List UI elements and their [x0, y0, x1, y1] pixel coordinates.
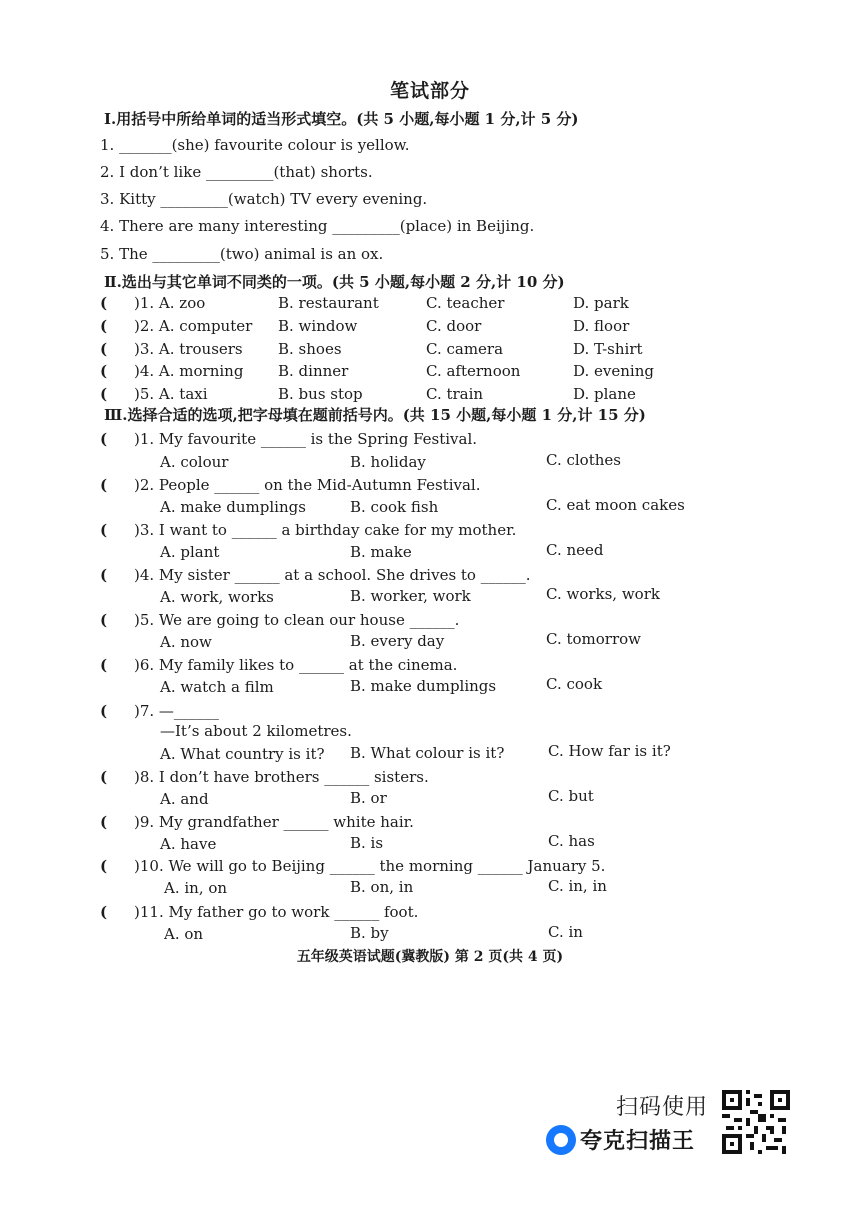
s3-q11-option-a: A. on: [164, 925, 204, 943]
s3-q9-stem: )9. My grandfather ______ white hair.: [134, 813, 414, 831]
answer-bracket: (: [100, 656, 108, 674]
answer-bracket: (: [100, 813, 108, 831]
s3-q5-option-a: A. now: [160, 633, 212, 651]
s3-q8-option-c: C. but: [548, 787, 594, 805]
s2-q2-option-a: )2. A. computer: [134, 317, 253, 335]
s3-q6-option-a: A. watch a film: [160, 678, 274, 696]
s2-q5-option-b: B. bus stop: [278, 385, 363, 403]
s2-q4-option-b: B. dinner: [278, 362, 349, 380]
answer-bracket: (: [100, 362, 108, 380]
page-footer: 五年级英语试题(冀教版) 第 2 页(共 4 页): [296, 949, 564, 965]
s3-q3-option-b: B. make: [350, 543, 412, 561]
s3-q11-option-c: C. in: [548, 923, 583, 941]
s2-q3-option-c: C. camera: [426, 340, 504, 358]
answer-bracket: (: [100, 566, 108, 584]
s2-q5-option-d: D. plane: [573, 385, 636, 403]
s2-q3-option-d: D. T-shirt: [573, 340, 643, 358]
s3-q4-stem: )4. My sister ______ at a school. She drives to ______.: [134, 566, 531, 584]
s3-q1-option-c: C. clothes: [546, 451, 621, 469]
answer-bracket: (: [100, 430, 108, 448]
s3-q7-response: —It’s about 2 kilometres.: [160, 722, 352, 740]
section-2-heading: Ⅱ.选出与其它单词不同类的一项。(共 5 小题,每小题 2 分,计 10 分): [104, 273, 565, 291]
s3-q10-stem: )10. We will go to Beijing ______ the morning ______ January 5.: [134, 857, 606, 875]
answer-bracket: (: [100, 521, 108, 539]
s2-q1-option-d: D. park: [573, 294, 629, 312]
section-3-heading: Ⅲ.选择合适的选项,把字母填在题前括号内。(共 15 小题,每小题 1 分,计 15 分): [104, 406, 646, 424]
s2-q3-option-b: B. shoes: [278, 340, 342, 358]
s3-q9-option-a: A. have: [160, 835, 217, 853]
s3-q2-stem: )2. People ______ on the Mid-Autumn Festival.: [134, 476, 481, 494]
s3-q5-stem: )5. We are going to clean our house ______.: [134, 611, 460, 629]
s2-q4-option-c: C. afternoon: [426, 362, 521, 380]
s2-q1-option-b: B. restaurant: [278, 294, 379, 312]
s3-q3-option-a: A. plant: [160, 543, 220, 561]
s2-q4-option-d: D. evening: [573, 362, 654, 380]
s3-q2-option-c: C. eat moon cakes: [546, 496, 685, 514]
s1-question-4: 4. There are many interesting _________(place) in Beijing.: [100, 217, 535, 235]
s3-q10-option-b: B. on, in: [350, 878, 414, 896]
s3-q4-option-b: B. worker, work: [350, 587, 471, 605]
s2-q1-option-a: )1. A. zoo: [134, 294, 206, 312]
s2-q2-option-b: B. window: [278, 317, 358, 335]
answer-bracket: (: [100, 385, 108, 403]
s1-question-2: 2. I don’t like _________(that) shorts.: [100, 163, 373, 181]
answer-bracket: (: [100, 903, 108, 921]
scan-to-use-label: 扫码使用: [616, 1095, 709, 1120]
s1-question-3: 3. Kitty _________(watch) TV every evening.: [100, 190, 428, 208]
s2-q5-option-a: )5. A. taxi: [134, 385, 208, 403]
s2-q3-option-a: )3. A. trousers: [134, 340, 243, 358]
s3-q8-stem: )8. I don’t have brothers ______ sisters.: [134, 768, 429, 786]
page-title: 笔试部分: [389, 80, 470, 102]
s3-q3-option-c: C. need: [546, 541, 604, 559]
answer-bracket: (: [100, 340, 108, 358]
s3-q6-option-c: C. cook: [546, 675, 603, 693]
s3-q5-option-b: B. every day: [350, 632, 445, 650]
s3-q6-stem: )6. My family likes to ______ at the cinema.: [134, 656, 458, 674]
s3-q7-option-b: B. What colour is it?: [350, 744, 505, 762]
scanner-brand: [546, 1124, 695, 1155]
s3-q2-option-b: B. cook fish: [350, 498, 439, 516]
s1-question-5: 5. The _________(two) animal is an ox.: [100, 245, 384, 263]
s3-q8-option-b: B. or: [350, 789, 387, 807]
s3-q10-option-a: A. in, on: [164, 879, 228, 897]
s3-q4-option-a: A. work, works: [160, 588, 274, 606]
s2-q1-option-c: C. teacher: [426, 294, 505, 312]
answer-bracket: (: [100, 611, 108, 629]
s2-q2-option-d: D. floor: [573, 317, 630, 335]
quark-logo-icon: [546, 1125, 576, 1155]
answer-bracket: (: [100, 317, 108, 335]
s3-q8-option-a: A. and: [160, 790, 209, 808]
s2-q2-option-c: C. door: [426, 317, 482, 335]
s3-q6-option-b: B. make dumplings: [350, 677, 497, 695]
s2-q5-option-c: C. train: [426, 385, 484, 403]
answer-bracket: (: [100, 768, 108, 786]
section-1-heading: Ⅰ.用括号中所给单词的适当形式填空。(共 5 小题,每小题 1 分,计 5 分): [104, 110, 579, 128]
s3-q10-option-c: C. in, in: [548, 877, 607, 895]
s1-question-1: 1. _______(she) favourite colour is yellow.: [100, 136, 410, 154]
s3-q11-stem: )11. My father go to work ______ foot.: [134, 903, 419, 921]
s3-q7-stem: )7. —______: [134, 702, 219, 720]
s3-q3-stem: )3. I want to ______ a birthday cake for my mother.: [134, 521, 517, 539]
s3-q2-option-a: A. make dumplings: [160, 498, 306, 516]
answer-bracket: (: [100, 702, 108, 720]
s3-q7-option-c: C. How far is it?: [548, 742, 671, 760]
answer-bracket: (: [100, 294, 108, 312]
brand-name: 夸克扫描王: [580, 1129, 696, 1154]
answer-bracket: (: [100, 476, 108, 494]
s3-q1-option-b: B. holiday: [350, 453, 426, 471]
s3-q7-option-a: A. What country is it?: [160, 745, 325, 763]
s3-q1-stem: )1. My favourite ______ is the Spring Festival.: [134, 430, 478, 448]
s2-q4-option-a: )4. A. morning: [134, 362, 244, 380]
answer-bracket: (: [100, 857, 108, 875]
qr-code-icon[interactable]: [722, 1090, 790, 1154]
s3-q11-option-b: B. by: [350, 924, 389, 942]
s3-q9-option-c: C. has: [548, 832, 595, 850]
s3-q9-option-b: B. is: [350, 834, 384, 852]
s3-q1-option-a: A. colour: [160, 453, 229, 471]
s3-q5-option-c: C. tomorrow: [546, 630, 642, 648]
s3-q4-option-c: C. works, work: [546, 585, 660, 603]
